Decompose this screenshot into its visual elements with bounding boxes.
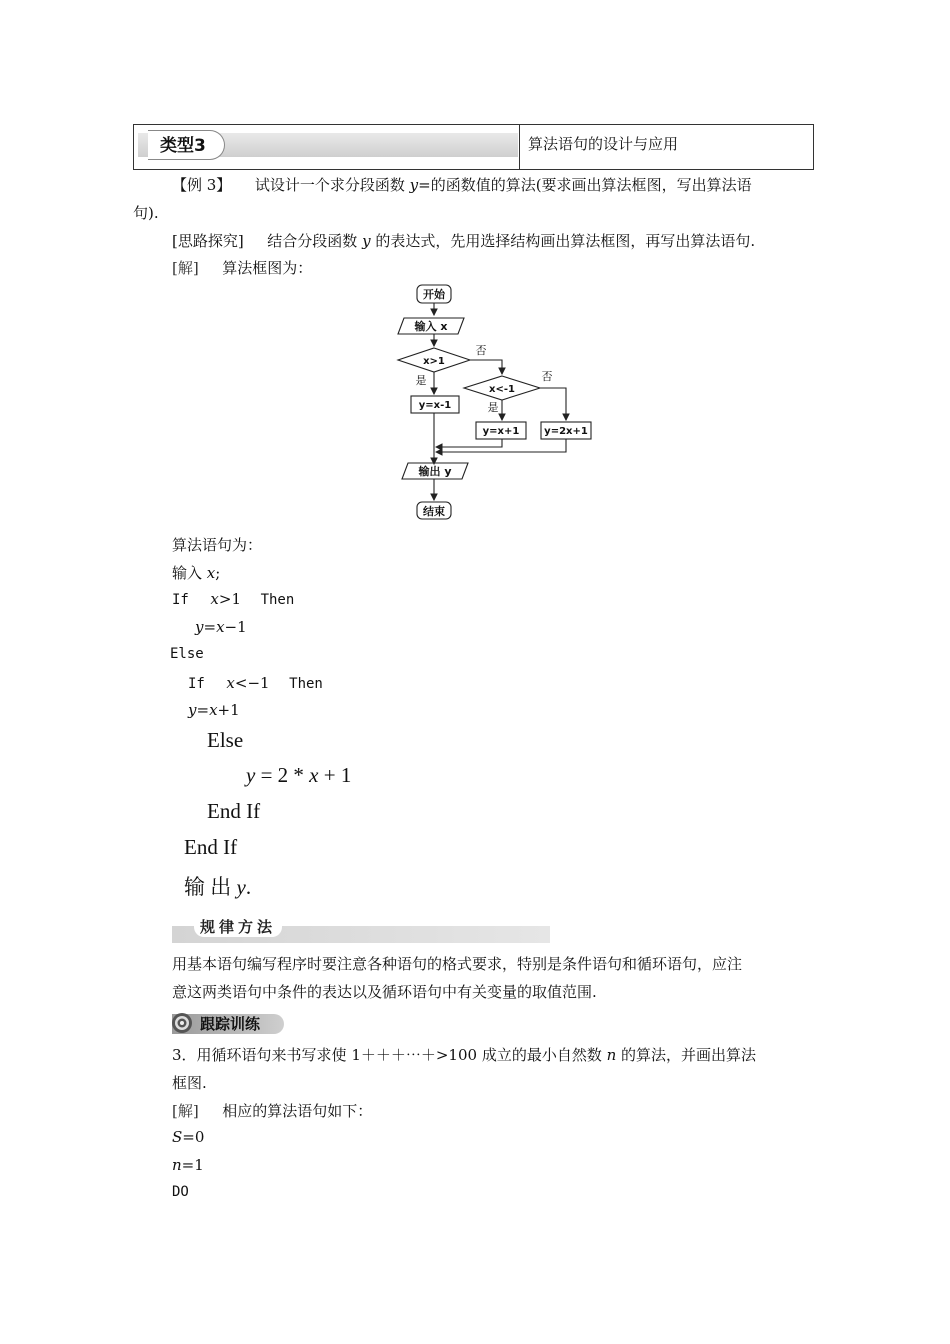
- code-line-endif-outer: End If: [184, 835, 238, 859]
- code-assign2-x: x: [209, 701, 218, 719]
- code-assign3-x: x: [309, 763, 319, 787]
- flow-no1-label: 否: [475, 344, 487, 357]
- code-assign3-mid: = 2 *: [255, 763, 310, 787]
- flow-cond2-label: x<-1: [489, 384, 515, 395]
- training-s-rest: =0: [182, 1128, 205, 1146]
- flow-cond1-label: x>1: [423, 356, 445, 367]
- training-s-var: S: [172, 1128, 183, 1146]
- code-then1-keyword: Then: [260, 592, 295, 608]
- training-solution-label: [解]: [172, 1102, 199, 1120]
- thinking-text-a: 结合分段函数: [267, 232, 363, 250]
- code-if1-cond: >1: [218, 590, 242, 608]
- training-question-line-2: 框图.: [172, 1074, 207, 1092]
- code-line-output: [184, 871, 251, 901]
- code-output-suffix: .: [245, 875, 252, 899]
- section-title: 算法语句的设计与应用: [528, 135, 679, 153]
- flow-no2-label: 否: [541, 370, 553, 383]
- code-if1-keyword: If: [172, 592, 189, 608]
- code-assign2-tail: +1: [217, 701, 240, 719]
- training-solution-line: [172, 1100, 372, 1121]
- training-question-var: n: [606, 1046, 617, 1064]
- code-assign1-var: y: [195, 618, 204, 636]
- training-question-b: 的算法，并画出算法: [616, 1046, 757, 1064]
- code-line-endif-inner: End If: [207, 799, 261, 823]
- code-input-var: x: [206, 564, 216, 582]
- code-line-assign1: [195, 618, 247, 636]
- code-if2-keyword: If: [188, 676, 205, 692]
- header-divider: [519, 124, 520, 170]
- code-output-prefix: 输 出: [184, 875, 237, 899]
- code-assign3-var: y: [246, 763, 256, 787]
- flow-box1-label: y=x-1: [418, 400, 452, 411]
- code-assign1-eq: =: [203, 618, 217, 636]
- code-assign2-eq: =: [196, 701, 210, 719]
- example-line-2: 句).: [133, 204, 159, 222]
- code-line-else1: Else: [170, 646, 204, 662]
- example-line-1: [172, 174, 752, 195]
- method-text-2: 意这两类语句中条件的表达以及循环语句中有关变量的取值范围.: [172, 983, 597, 1001]
- flowchart: [380, 280, 620, 525]
- method-banner: 规律方法: [194, 916, 282, 937]
- training-code-s: [172, 1128, 204, 1146]
- training-question-line-1: [172, 1044, 756, 1065]
- training-question-a: 3．用循环语句来书写求使 1＋＋＋⋯＋>100 成立的最小自然数: [172, 1046, 607, 1064]
- code-assign2-var: y: [188, 701, 197, 719]
- training-code-do: DO: [172, 1184, 189, 1200]
- flow-input-label: 输入 x: [414, 320, 448, 333]
- flow-box2-label: y=x+1: [482, 426, 520, 437]
- flow-yes2-label: 是: [487, 401, 499, 414]
- training-code-n: [172, 1156, 204, 1174]
- code-then2-keyword: Then: [289, 676, 323, 692]
- code-line-input: [172, 562, 220, 583]
- solution-label: [解]: [172, 259, 199, 277]
- example-text-b: =的函数值的算法(要求画出算法框图，写出算法语: [418, 176, 752, 194]
- solution-text: 算法框图为：: [222, 259, 313, 277]
- method-text-1: 用基本语句编写程序时要注意各种语句的格式要求，特别是条件语句和循环语句，应注: [172, 955, 743, 973]
- code-line-if2: [188, 674, 323, 692]
- thinking-line: [172, 230, 755, 251]
- thinking-text-b: 的表达式，先用选择结构画出算法框图，再写出算法语句.: [370, 232, 756, 250]
- code-assign3-tail: + 1: [318, 763, 352, 787]
- target-icon: [171, 1012, 193, 1034]
- thinking-var-y: y: [362, 232, 371, 250]
- flow-output-label: 输出 y: [418, 465, 452, 478]
- code-if1-var: x: [210, 590, 219, 608]
- training-n-rest: =1: [181, 1156, 204, 1174]
- code-if2-var: x: [226, 674, 235, 692]
- code-if2-cond: <−1: [234, 674, 270, 692]
- example-label: 【例 3】: [172, 176, 232, 194]
- flow-end-label: 结束: [423, 505, 445, 518]
- code-line-if1: [172, 590, 294, 608]
- code-input-prefix: 输入: [172, 564, 207, 582]
- code-line-assign2: [188, 701, 240, 719]
- example-text-a: 试设计一个求分段函数: [254, 176, 410, 194]
- flow-start-label: 开始: [423, 288, 445, 301]
- code-assign1-tail: −1: [224, 618, 247, 636]
- thinking-label: [思路探究]: [172, 232, 244, 250]
- code-line-else2: Else: [207, 728, 244, 752]
- flow-box3-label: y=2x+1: [544, 426, 588, 437]
- code-output-var: y: [236, 875, 246, 899]
- code-heading: 算法语句为：: [172, 536, 263, 554]
- code-input-suffix: ;: [215, 564, 221, 582]
- solution-line: [172, 257, 312, 278]
- flow-yes1-label: 是: [415, 374, 427, 387]
- example-var-y: y: [409, 176, 419, 194]
- training-banner: 跟踪训练: [200, 1015, 261, 1033]
- code-assign1-x: x: [216, 618, 225, 636]
- training-solution-text: 相应的算法语句如下：: [222, 1102, 373, 1120]
- section-tag: 类型3: [160, 136, 206, 156]
- code-line-assign3: [246, 763, 351, 788]
- training-n-var: n: [172, 1156, 182, 1174]
